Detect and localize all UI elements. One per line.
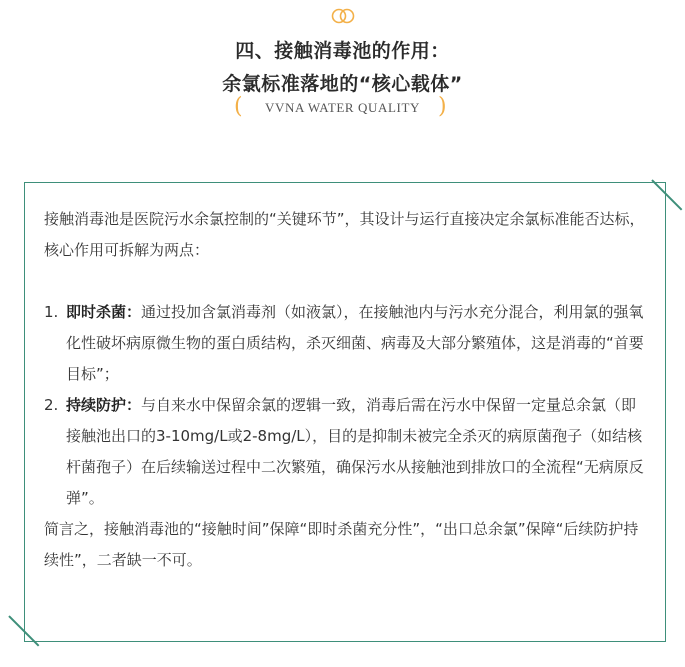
list-item-text: 与自来水中保留余氯的逻辑一致，消毒后需在污水中保留一定量总余氯（即接触池出口的3-10mg/L或2-8mg/L），目的是抑制未被完全杀灭的病原菌孢子（如结核杆菌孢子）在后续输送过程中二次繁殖，确保污水从接触池到排放口的全流程“无病原反弹”。 (66, 396, 644, 507)
list-item (44, 390, 649, 514)
list-item-number: 2. (44, 396, 59, 414)
intro-paragraph: 接触消毒池是医院污水余氯控制的“关键环节”，其设计与运行直接决定余氯标准能否达标，核心作用可拆解为两点： (44, 210, 645, 259)
list-item (44, 297, 649, 390)
right-paren-ornament: ) (438, 94, 447, 119)
left-paren-ornament: ( (234, 94, 243, 119)
list-item-number: 1. (44, 303, 59, 321)
interlocking-rings-icon (329, 7, 357, 25)
list-item-term: 持续防护： (66, 396, 142, 414)
section-subtitle-title: 余氯标准落地的“核心载体” (222, 73, 463, 95)
brand-subtitle: VVNA WATER QUALITY (265, 100, 420, 115)
list-item-term: 即时杀菌： (66, 303, 142, 321)
list-item-text: 通过投加含氯消毒剂（如液氯），在接触池内与污水充分混合，利用氯的强氧化性破坏病原微生物的蛋白质结构，杀灭细菌、病毒及大部分繁殖体，这是消毒的“首要目标”； (66, 303, 644, 383)
section-title: 四、接触消毒池的作用： (235, 40, 450, 62)
brand-subtitle-row (0, 92, 685, 122)
content-body (44, 204, 649, 576)
conclusion-paragraph: 简言之，接触消毒池的“接触时间”保障“即时杀菌充分性”，“出口总余氯”保障“后续防护持续性”，二者缺一不可。 (44, 520, 639, 569)
